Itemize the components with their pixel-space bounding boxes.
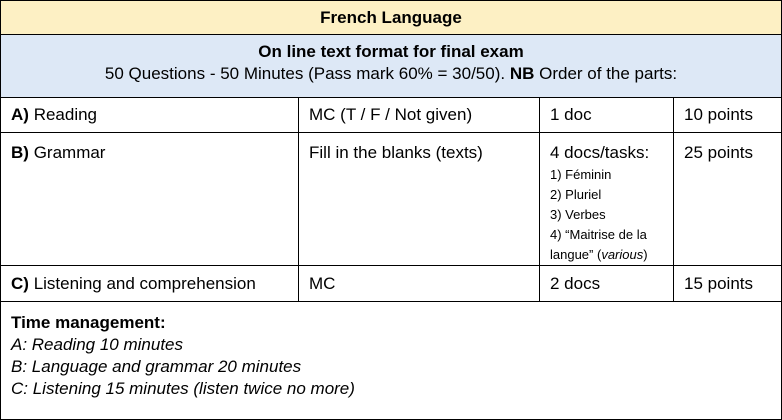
part-name-cell bbox=[1, 133, 299, 266]
part-name: Grammar bbox=[33, 143, 106, 162]
time-line: B: Language and grammar 20 minutes bbox=[11, 357, 302, 376]
part-points: 15 points bbox=[674, 266, 782, 302]
part-type: MC bbox=[299, 266, 540, 302]
part-name-cell bbox=[1, 266, 299, 302]
part-docs-cell bbox=[540, 133, 674, 266]
part-docs: 4 docs/tasks: bbox=[550, 143, 650, 162]
nb-label: NB bbox=[509, 64, 535, 83]
task-list bbox=[550, 165, 663, 265]
task-4-line-1: 4) “Maitrise de la bbox=[550, 227, 647, 242]
time-management-heading: Time management: bbox=[11, 313, 166, 332]
task-item: 3) Verbes bbox=[550, 207, 606, 222]
format-subtitle bbox=[11, 63, 771, 85]
table-row bbox=[1, 266, 782, 302]
task-4-line-2-italic: various bbox=[601, 247, 644, 262]
format-header bbox=[1, 35, 782, 98]
part-letter: B) bbox=[11, 143, 29, 162]
part-docs: 2 docs bbox=[540, 266, 674, 302]
format-subtitle-main: 50 Questions - 50 Minutes (Pass mark 60% = 30/50). bbox=[104, 64, 506, 83]
format-heading: On line text format for final exam bbox=[258, 42, 524, 61]
part-type: Fill in the blanks (texts) bbox=[299, 133, 540, 266]
task-item: 4) “Maitrise de la langue” (various) bbox=[550, 227, 648, 262]
part-points: 10 points bbox=[674, 98, 782, 133]
time-line: A: Reading 10 minutes bbox=[11, 335, 183, 354]
task-item: 2) Pluriel bbox=[550, 187, 602, 202]
part-type: MC (T / F / Not given) bbox=[299, 98, 540, 133]
part-name: Reading bbox=[33, 105, 98, 124]
part-points: 25 points bbox=[674, 133, 782, 266]
task-4-line-2-main: langue” bbox=[550, 247, 594, 262]
part-letter: C) bbox=[11, 273, 29, 293]
format-subtitle-tail: Order of the parts: bbox=[539, 64, 678, 83]
part-name: Listening and comprehension bbox=[33, 273, 256, 293]
task-item: 1) Féminin bbox=[550, 167, 612, 182]
time-line: C: Listening 15 minutes (listen twice no more) bbox=[11, 379, 355, 398]
part-name-cell bbox=[1, 98, 299, 133]
table-row bbox=[1, 133, 782, 266]
time-management-section bbox=[1, 302, 782, 420]
table-row bbox=[1, 98, 782, 133]
table-title: French Language bbox=[1, 1, 782, 35]
part-docs: 1 doc bbox=[540, 98, 674, 133]
part-letter: A) bbox=[11, 105, 29, 124]
